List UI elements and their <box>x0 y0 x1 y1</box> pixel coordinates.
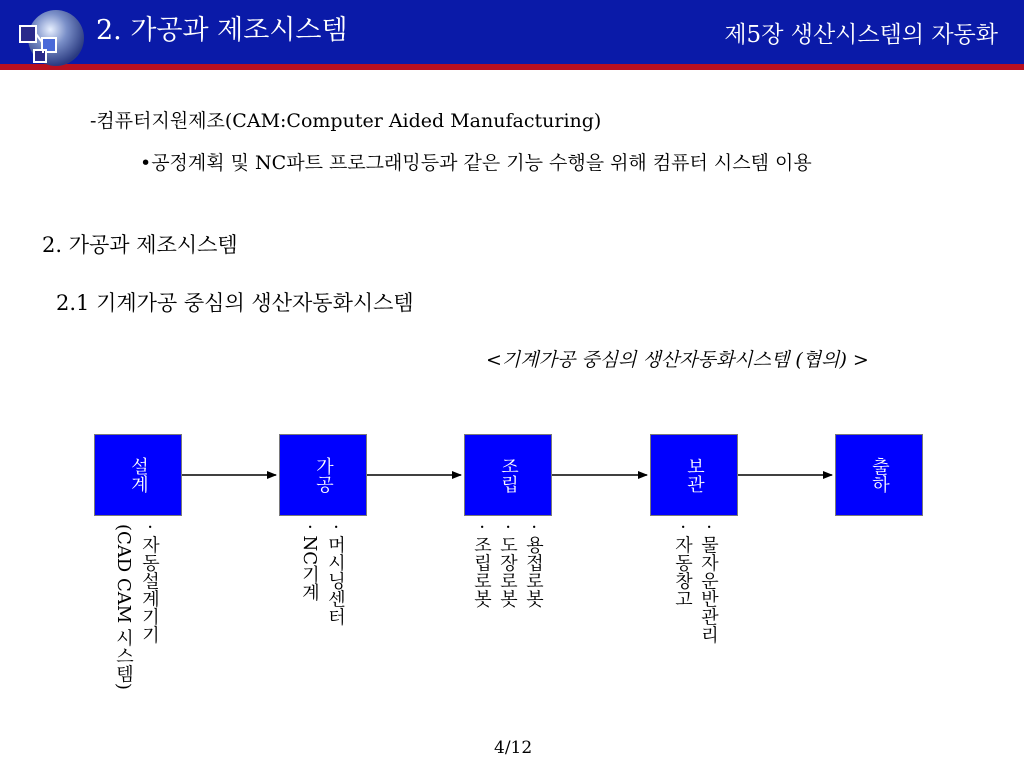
note-line: · 조립로봇 <box>471 524 492 608</box>
note-line: · 물자운반관리 <box>698 524 719 644</box>
note-line: · NC기계 <box>299 524 320 601</box>
note-line: · 자동창고 <box>672 524 693 608</box>
box-shipping <box>835 434 923 516</box>
header-stripe <box>0 64 1024 70</box>
page-number: 4/12 <box>494 738 533 758</box>
subsection-title: 2.1 기계가공 중심의 생산자동화시스템 <box>56 291 414 315</box>
box-design <box>94 434 182 516</box>
note-storage <box>669 524 721 643</box>
box-label: 가공 <box>313 457 334 493</box>
bullet-cam: -컴퓨터지원제조(CAM:Computer Aided Manufacturing) <box>90 110 602 132</box>
bullet-cam-detail: •공정계획 및 NC파트 프로그래밍등과 같은 기능 수행을 위해 컴퓨터 시스템 이용 <box>140 152 812 174</box>
box-label: 설계 <box>128 457 149 493</box>
note-assembly <box>468 524 546 607</box>
note-line: · 자동설계기기 <box>139 524 160 644</box>
box-machining <box>279 434 367 516</box>
note-line: · 도장로봇 <box>497 524 518 608</box>
box-assembly <box>464 434 552 516</box>
box-label: 조립 <box>498 457 519 493</box>
note-line: · 용접로봇 <box>523 524 544 608</box>
globe-squares-icon <box>14 8 86 68</box>
note-line: · 머시닝센터 <box>325 524 346 626</box>
chapter-title: 제5장 생산시스템의 자동화 <box>724 22 998 48</box>
note-line: (CAD CAM 시스템) <box>113 524 134 690</box>
box-storage <box>650 434 738 516</box>
note-design <box>110 524 162 690</box>
section-title: 2. 가공과 제조시스템 <box>42 233 238 257</box>
note-machining <box>296 524 348 625</box>
box-label: 보관 <box>684 457 705 493</box>
diagram-caption: <기계가공 중심의 생산자동화시스템 (협의) > <box>486 349 869 371</box>
slide-title: 2. 가공과 제조시스템 <box>96 15 348 46</box>
box-label: 출하 <box>869 457 890 493</box>
